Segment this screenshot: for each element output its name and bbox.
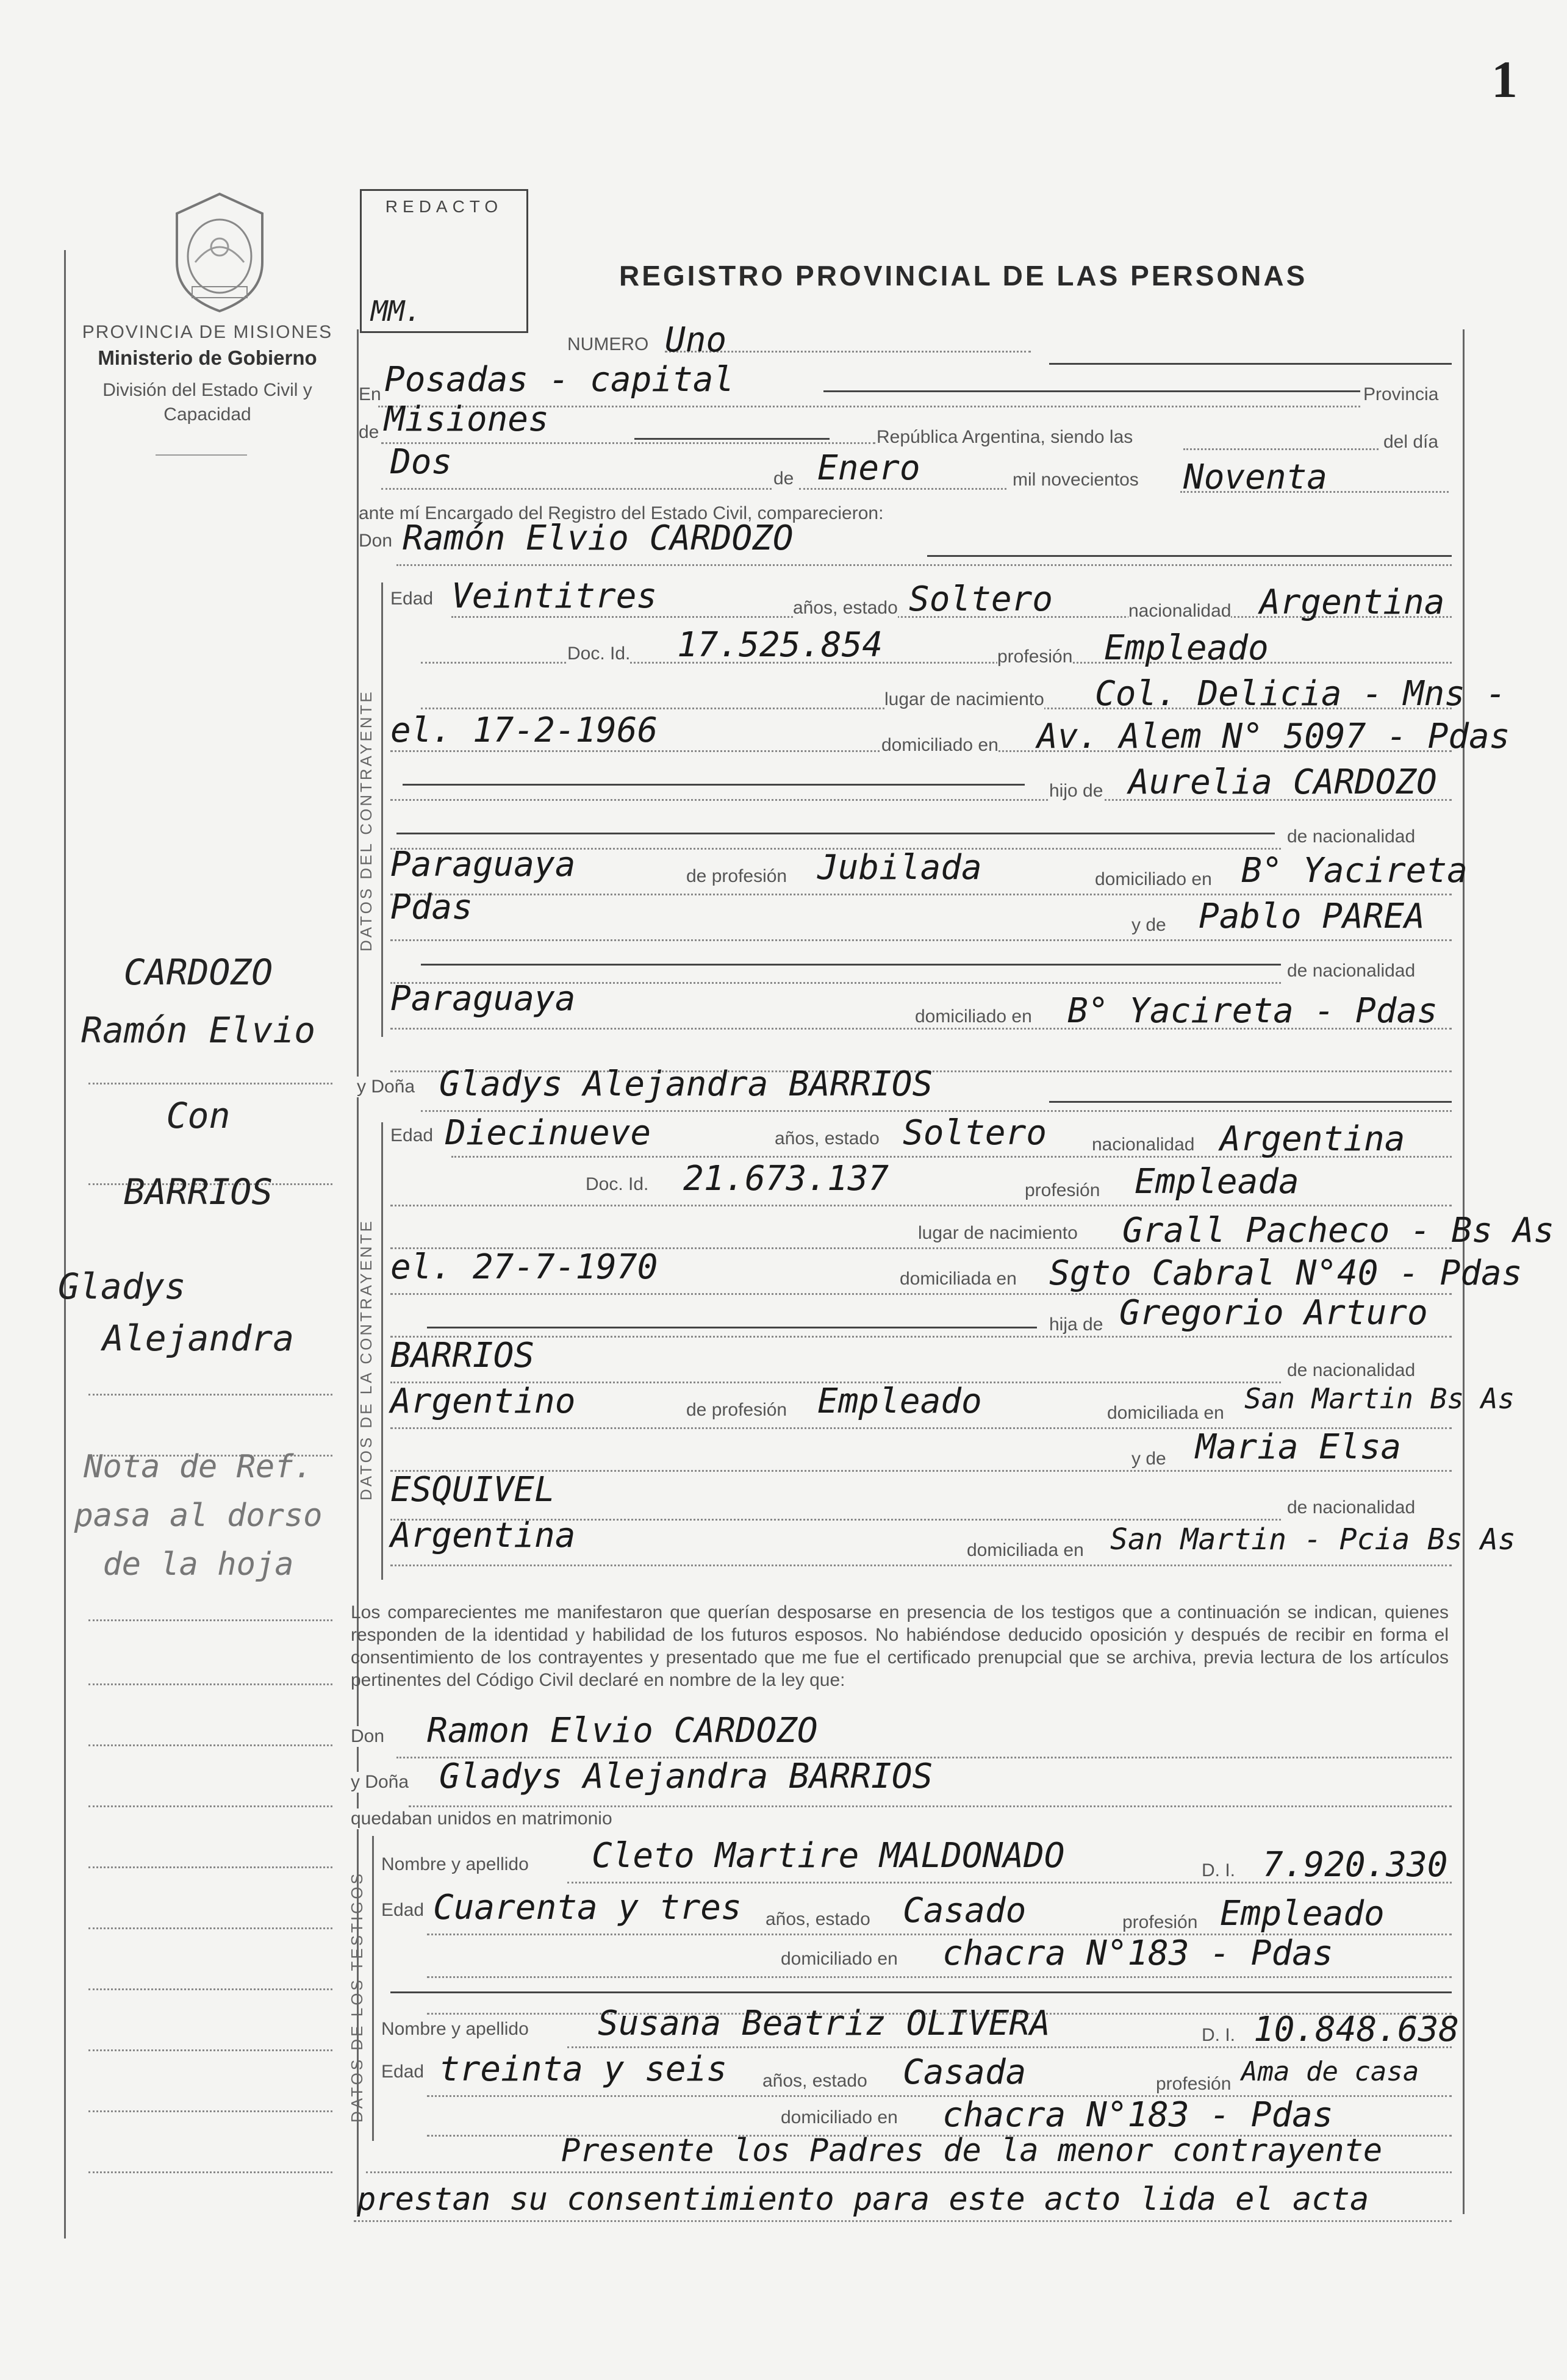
value-mother-domicilio-2: Pdas <box>390 887 473 927</box>
value-declaration-dona: Gladys Alejandra BARRIOS <box>439 1757 933 1796</box>
label-y-dona-2: y Doña <box>351 1772 409 1792</box>
value-bride-profesion: Empleada <box>1135 1162 1299 1202</box>
value-bride-estado: Soltero <box>903 1113 1047 1153</box>
value-estado: Soltero <box>909 579 1053 619</box>
label-ante: ante mí Encargado del Registro del Estado Civil, comparecieron: <box>359 503 884 523</box>
label-doc-bride: Doc. Id. <box>586 1174 649 1194</box>
closing-line-1: Presente los Padres de la menor contrayente <box>561 2132 1383 2169</box>
label-anios-estado: años, estado <box>793 598 898 618</box>
page-number: 1 <box>1491 50 1518 109</box>
value-witness1-nombre: Cleto Martire MALDONADO <box>592 1836 1065 1876</box>
value-lugar: Col. Delicia - Mns - <box>1095 674 1507 714</box>
value-father-nacionalidad: Paraguaya <box>390 979 576 1019</box>
label-domiciliado-w2: domiciliado en <box>781 2107 898 2127</box>
label-domiciliado-en-2: domiciliado en <box>1095 869 1212 889</box>
value-hija-de-2: BARRIOS <box>390 1336 535 1375</box>
label-don: Don <box>359 531 393 551</box>
label-de-nacionalidad-bride-2: de nacionalidad <box>1287 1497 1416 1518</box>
margin-bride-name-2: Alejandra <box>102 1317 295 1359</box>
label-de-mes: de <box>773 468 794 489</box>
label-de-nacionalidad-2: de nacionalidad <box>1287 961 1416 981</box>
declaration-paragraph: Los comparecientes me manifestaron que querían desposarse en presencia de los testigos que a continuación se indican, quienes responden de la identidad y habilidad de los futuros esposos. No habiéndose deducido oposición y después de recibir en forma el consentimiento de los contrayentes y presentado que me fue el certificado prenupcial que se archiva, previa lectura de los artículos pertinentes del Código Civil declaré en nombre de la ley que: <box>351 1602 1449 1690</box>
value-witness1-profesion: Empleado <box>1220 1894 1385 1934</box>
page-title: REGISTRO PROVINCIAL DE LAS PERSONAS <box>619 260 1308 292</box>
redacto-box <box>360 189 528 333</box>
value-numero: Uno <box>665 320 727 360</box>
value-en: Posadas - capital <box>384 360 734 400</box>
margin-line <box>88 1394 332 1396</box>
province-name: PROVINCIA DE MISIONES <box>82 322 333 342</box>
value-bride-mother-domicilio: San Martin - Pcia Bs As <box>1110 1522 1516 1557</box>
margin-bride-name-1: Gladys <box>58 1266 186 1307</box>
value-bride-doc: 21.673.137 <box>683 1159 889 1199</box>
label-anios-estado-w1: años, estado <box>766 1909 870 1929</box>
redacto-label: REDACTO <box>385 197 503 216</box>
ministry-name: Ministerio de Gobierno <box>98 346 317 369</box>
label-lugar-nacimiento: lugar de nacimiento <box>884 689 1044 709</box>
label-edad: Edad <box>390 589 434 609</box>
label-lugar-nacimiento-bride: lugar de nacimiento <box>918 1223 1078 1243</box>
value-dia: Dos <box>390 442 453 482</box>
label-nombre-apellido-2: Nombre y apellido <box>381 2019 529 2039</box>
value-bride-father-domicilio: San Martin Bs As <box>1244 1382 1515 1415</box>
label-domiciliada: domiciliada en <box>967 1540 1084 1560</box>
label-profesion-bride: profesión <box>1025 1180 1100 1200</box>
margin-note-3: de la hoja <box>102 1546 294 1583</box>
value-declaration-don: Ramon Elvio CARDOZO <box>427 1711 818 1751</box>
closing-line-2: prestan su consentimiento para este acto lida el acta <box>357 2181 1369 2218</box>
value-bride-fecha: el. 27-7-1970 <box>390 1247 658 1287</box>
label-di-2: D. I. <box>1202 2025 1236 2045</box>
value-y-de: Pablo PAREA <box>1199 897 1425 936</box>
value-witness1-domicilio: chacra N°183 - Pdas <box>942 1934 1333 1973</box>
margin-bride-surname: BARRIOS <box>123 1171 273 1213</box>
label-provincia: Provincia <box>1363 384 1439 404</box>
redacto-initials: MM. <box>371 295 422 328</box>
label-edad-w1: Edad <box>381 1900 425 1920</box>
value-witness2-di: 10.848.638 <box>1253 2010 1460 2049</box>
value-witness2-nombre: Susana Beatriz OLIVERA <box>598 2004 1050 2043</box>
label-en: En <box>359 384 381 404</box>
value-hija-de-1: Gregorio Arturo <box>1119 1293 1428 1333</box>
label-domiciliado: domiciliado en <box>915 1006 1032 1027</box>
label-y-dona: y Doña <box>357 1077 415 1097</box>
label-edad-w2: Edad <box>381 2062 425 2082</box>
margin-note-2: pasa al dorso <box>74 1497 323 1534</box>
label-domiciliado-w1: domiciliado en <box>781 1949 898 1969</box>
margin-line <box>88 1988 332 1990</box>
margin-groom-surname: CARDOZO <box>123 952 273 993</box>
label-y-de: y de <box>1131 915 1166 935</box>
label-nacionalidad: nacionalidad <box>1128 601 1232 621</box>
label-anios-estado-w2: años, estado <box>762 2071 867 2091</box>
label-de-nacionalidad: de nacionalidad <box>1287 826 1416 847</box>
value-nacionalidad: Argentina <box>1260 582 1445 622</box>
value-witness2-edad: treinta y seis <box>439 2049 728 2089</box>
margin-line <box>88 2110 332 2112</box>
value-de: Misiones <box>384 400 549 439</box>
value-bride-domicilio: Sgto Cabral N°40 - Pdas <box>1049 1253 1522 1293</box>
margin-line <box>88 1083 332 1084</box>
value-bride-y-de-1: Maria Elsa <box>1196 1427 1402 1467</box>
label-di: D. I. <box>1202 1860 1236 1880</box>
value-bride-nacionalidad: Argentina <box>1220 1119 1405 1159</box>
margin-line <box>88 1683 332 1685</box>
value-mother-nacionalidad: Paraguaya <box>390 845 576 884</box>
value-bride-mother-nacionalidad: Argentina <box>390 1516 576 1555</box>
value-witness1-estado: Casado <box>903 1891 1027 1930</box>
margin-note-1: Nota de Ref. <box>84 1449 313 1485</box>
value-edad: Veintitres <box>451 576 658 616</box>
label-hija-de: hija de <box>1049 1314 1103 1335</box>
label-anios-estado-bride: años, estado <box>775 1128 880 1149</box>
label-profesion: profesión <box>997 647 1073 667</box>
value-witness1-edad: Cuarenta y tres <box>433 1888 742 1927</box>
value-bride-lugar: Grall Pacheco - Bs As <box>1122 1211 1555 1250</box>
value-witness2-domicilio: chacra N°183 - Pdas <box>942 2095 1333 2135</box>
margin-line <box>88 1805 332 1807</box>
witness-section-rule <box>372 1836 374 2141</box>
value-witness2-profesion: Ama de casa <box>1241 2056 1419 2087</box>
value-bride-y-de-2: ESQUIVEL <box>390 1470 555 1510</box>
label-don-2: Don <box>351 1726 385 1746</box>
label-mil: mil novecientos <box>1013 470 1139 490</box>
label-nombre-apellido: Nombre y apellido <box>381 1854 529 1874</box>
value-hijo-de: Aurelia CARDOZO <box>1128 762 1437 802</box>
value-bride-edad: Diecinueve <box>445 1113 651 1153</box>
left-margin-column <box>64 250 353 2238</box>
label-quedaban: quedaban unidos en matrimonio <box>351 1808 612 1829</box>
value-anio: Noventa <box>1183 457 1328 497</box>
divider <box>156 454 247 456</box>
value-domicilio: Av. Alem N° 5097 - Pdas <box>1037 717 1510 756</box>
label-datos-testigos: DATOS DE LOS TESTIGOS <box>348 1871 366 2123</box>
label-profesion-w2: profesión <box>1156 2074 1232 2094</box>
label-datos-la-contrayente: DATOS DE LA CONTRAYENTE <box>357 1219 375 1500</box>
label-del-dia: del día <box>1383 432 1439 452</box>
value-bride-name: Gladys Alejandra BARRIOS <box>439 1064 933 1104</box>
margin-line <box>88 2049 332 2051</box>
value-mes: Enero <box>817 448 920 488</box>
value-bride-father-profesion: Empleado <box>817 1382 982 1421</box>
label-datos-contrayente: DATOS DEL CONTRAYENTE <box>357 689 375 952</box>
label-de-nacionalidad-bride: de nacionalidad <box>1287 1360 1416 1380</box>
value-mother-domicilio: B° Yacireta <box>1241 851 1468 891</box>
label-numero: NUMERO <box>567 334 649 354</box>
label-de: de <box>359 422 379 442</box>
bride-section-rule <box>381 1122 383 1580</box>
value-bride-father-nacionalidad: Argentino <box>390 1382 576 1421</box>
label-domiciliado-en: domiciliado en <box>881 735 999 755</box>
margin-line <box>88 2171 332 2173</box>
label-domiciliada-en: domiciliada en <box>900 1269 1017 1289</box>
label-republica: República Argentina, siendo las <box>877 427 1133 447</box>
value-witness2-estado: Casada <box>903 2052 1027 2092</box>
label-domiciliada-en-2: domiciliada en <box>1107 1403 1224 1423</box>
value-witness1-di: 7.920.330 <box>1263 1845 1448 1885</box>
label-de-profesion: de profesión <box>686 866 787 886</box>
value-fecha-nacimiento: el. 17-2-1966 <box>390 711 658 750</box>
label-edad-bride: Edad <box>390 1125 434 1145</box>
label-y-de-bride: y de <box>1131 1449 1166 1469</box>
value-father-domicilio: B° Yacireta - Pdas <box>1067 991 1438 1031</box>
division-name: División del Estado Civil y Capacidad <box>102 380 312 425</box>
margin-line <box>88 1927 332 1929</box>
margin-line <box>88 1866 332 1868</box>
value-profesion: Empleado <box>1104 628 1269 668</box>
groom-section-rule <box>381 582 383 1037</box>
label-profesion-w1: profesión <box>1122 1912 1198 1932</box>
value-mother-profesion: Jubilada <box>817 848 982 887</box>
margin-connector: Con <box>166 1095 231 1136</box>
margin-line <box>88 1619 332 1621</box>
label-nacionalidad-bride: nacionalidad <box>1092 1134 1195 1155</box>
margin-groom-names: Ramón Elvio <box>81 1009 316 1051</box>
margin-line <box>88 1744 332 1746</box>
label-hijo-de: hijo de <box>1049 781 1103 801</box>
label-doc: Doc. Id. <box>567 643 631 664</box>
label-de-profesion-bride: de profesión <box>686 1400 787 1420</box>
value-don: Ramón Elvio CARDOZO <box>403 518 794 558</box>
value-doc: 17.525.854 <box>677 625 883 665</box>
